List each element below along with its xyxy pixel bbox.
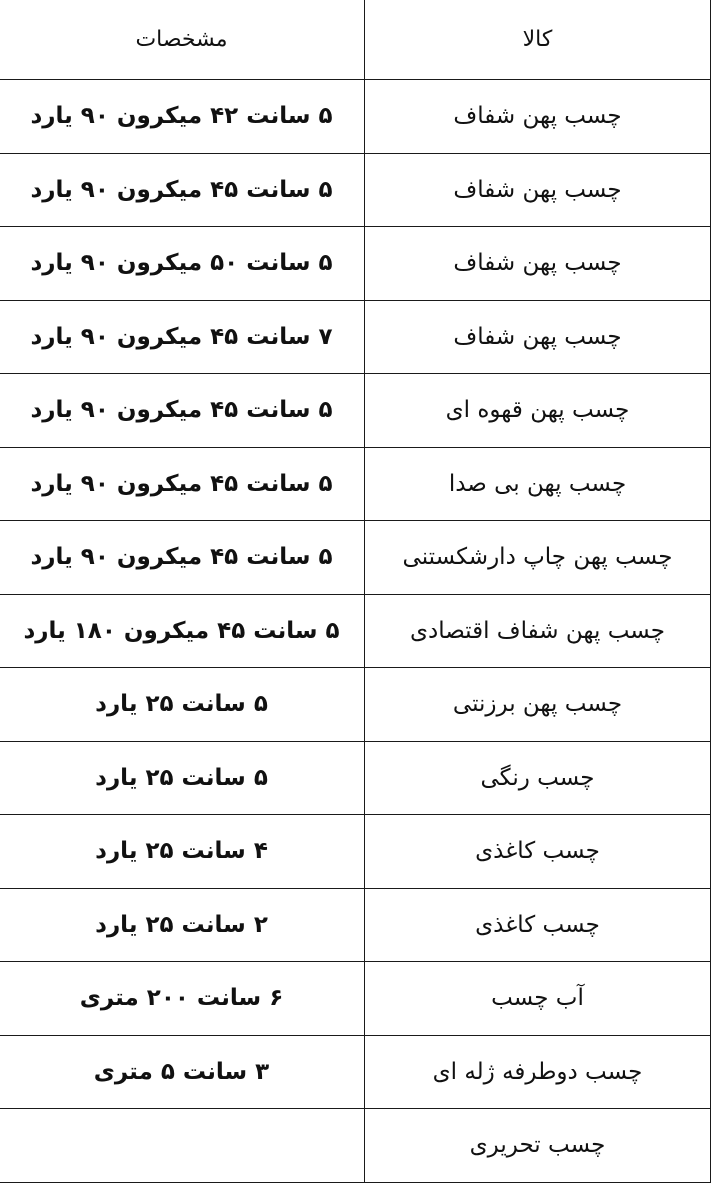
spec-cell: ۵ سانت ۴۵ میکرون ۹۰ یارد (0, 521, 365, 595)
item-cell: چسب پهن شفاف (365, 153, 711, 227)
item-cell: چسب پهن شفاف اقتصادی (365, 594, 711, 668)
spec-cell: ۵ سانت ۴۵ میکرون ۹۰ یارد (0, 447, 365, 521)
spec-cell: ۵ سانت ۴۵ میکرون ۹۰ یارد (0, 374, 365, 448)
table-row (0, 741, 711, 815)
table-row (0, 227, 711, 301)
item-cell: چسب کاغذی (365, 815, 711, 889)
table-row (0, 374, 711, 448)
header-spec: مشخصات (0, 0, 365, 80)
item-cell: چسب پهن بی صدا (365, 447, 711, 521)
spec-cell: ۶ سانت ۲۰۰ متری (0, 962, 365, 1036)
table-row (0, 1035, 711, 1109)
table-row (0, 668, 711, 742)
item-cell: چسب پهن شفاف (365, 227, 711, 301)
item-cell: چسب دوطرفه ژله ای (365, 1035, 711, 1109)
spec-cell: ۷ سانت ۴۵ میکرون ۹۰ یارد (0, 300, 365, 374)
table-row (0, 594, 711, 668)
table-row (0, 521, 711, 595)
spec-cell: ۵ سانت ۲۵ یارد (0, 741, 365, 815)
item-cell: چسب پهن برزنتی (365, 668, 711, 742)
spec-cell: ۵ سانت ۵۰ میکرون ۹۰ یارد (0, 227, 365, 301)
table-row (0, 815, 711, 889)
spec-cell: ۲ سانت ۲۵ یارد (0, 888, 365, 962)
item-cell: چسب رنگی (365, 741, 711, 815)
item-cell: آب چسب (365, 962, 711, 1036)
item-cell: چسب پهن چاپ دارشکستنی (365, 521, 711, 595)
table-row (0, 300, 711, 374)
spec-cell: ۵ سانت ۴۲ میکرون ۹۰ یارد (0, 80, 365, 154)
table-row (0, 80, 711, 154)
table-row (0, 153, 711, 227)
spec-cell: ۴ سانت ۲۵ یارد (0, 815, 365, 889)
item-cell: چسب تحریری (365, 1109, 711, 1183)
item-cell: چسب پهن شفاف (365, 300, 711, 374)
spec-cell: ۳ سانت ۵ متری (0, 1035, 365, 1109)
table-row (0, 962, 711, 1036)
table-row (0, 1109, 711, 1183)
spec-cell: ۵ سانت ۲۵ یارد (0, 668, 365, 742)
header-item: کالا (365, 0, 711, 80)
spec-cell (0, 1109, 365, 1183)
table-row (0, 888, 711, 962)
spec-cell: ۵ سانت ۴۵ میکرون ۱۸۰ یارد (0, 594, 365, 668)
spec-cell: ۵ سانت ۴۵ میکرون ۹۰ یارد (0, 153, 365, 227)
item-cell: چسب پهن قهوه ای (365, 374, 711, 448)
item-cell: چسب کاغذی (365, 888, 711, 962)
item-cell: چسب پهن شفاف (365, 80, 711, 154)
table-row (0, 447, 711, 521)
table-header-row (0, 0, 711, 80)
